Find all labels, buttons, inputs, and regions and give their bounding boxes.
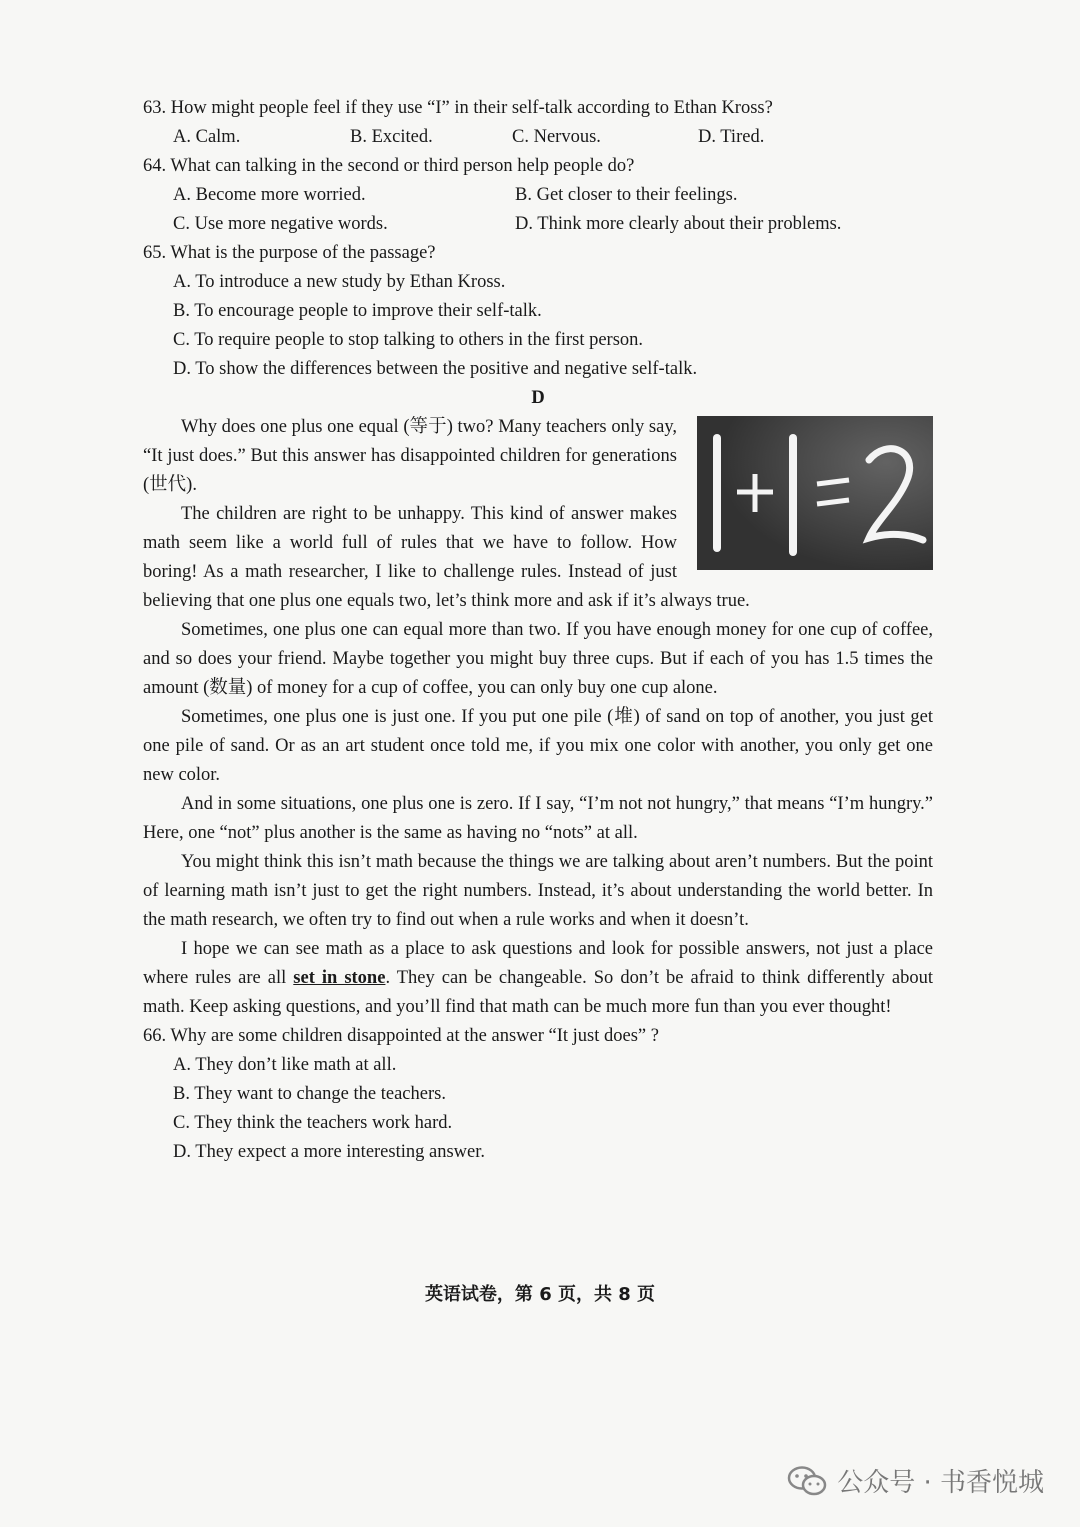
option-c: C. They think the teachers work hard. [173,1113,453,1133]
underlined-phrase: set in stone [293,968,386,988]
option-a: A. To introduce a new study by Ethan Kross. [173,272,506,292]
exam-page [143,94,933,1167]
question-66: 66. Why are some children disappointed at the answer “It just does” ? [143,1026,659,1046]
passage-paragraph-4: Sometimes, one plus one is just one. If you put one pile (堆) of sand on top of another, you just get one pile of sand. Or as an art student once told me, if you mix one color with another, you only get one new color. [143,707,933,785]
option-d: D. Tired. [698,127,765,147]
chalkboard-equation-graphic [697,416,933,570]
passage-paragraph-1: Why does one plus one equal (等于) two? Many teachers only say, “It just does.” But this answer has disappointed children for generations (世代). [143,417,677,495]
question-64-options-row1 [143,181,933,210]
option-b: B. They want to change the teachers. [173,1084,446,1104]
option-d: D. They expect a more interesting answer. [173,1142,485,1162]
question-65: 65. What is the purpose of the passage? [143,243,436,263]
question-64: 64. What can talking in the second or third person help people do? [143,156,635,176]
paragraph-7-text-end: . They can be changeable. So don’t be afraid to think differently about math. Keep asking questions, and you’ll find that math can be much more fun than you ever thought! [143,968,933,1017]
question-63: 63. How might people feel if they use “I” in their self-talk according to Ethan Kross? [143,98,773,118]
option-b: B. Get closer to their feelings. [515,185,738,205]
option-b: B. Excited. [350,127,433,147]
option-b: B. To encourage people to improve their self-talk. [173,301,542,321]
option-a: A. They don’t like math at all. [173,1055,397,1075]
option-a: A. Become more worried. [173,185,366,205]
option-d: D. Think more clearly about their problems. [515,214,842,234]
section-title: D [531,388,545,408]
watermark [787,1462,1044,1499]
wechat-icon [787,1465,827,1497]
passage-paragraph-2: The children are right to be unhappy. This kind of answer makes math seem like a world full of rules that we have to follow. How boring! As a math researcher, I like to challenge rules. Instead of just believing that one plus one equals two, let’s think more and ask if it’s always true. [143,504,750,611]
page-footer: 英语试卷，第 6 页，共 8 页 [424,1284,656,1305]
question-64-options-row2 [143,210,933,239]
option-a: A. Calm. [173,127,241,147]
option-d: D. To show the differences between the positive and negative self-talk. [173,359,698,379]
paragraph-7-text-start: I hope we can see math as a place to ask questions and look for possible answers, not just a place where rules are all [143,939,933,988]
watermark-text: 公众号 · 书香悦城 [837,1468,1044,1498]
option-c: C. To require people to stop talking to others in the first person. [173,330,644,350]
option-c: C. Nervous. [512,127,601,147]
passage-paragraph-5: And in some situations, one plus one is zero. If I say, “I’m not not hungry,” that means “I’m hungry.” Here, one “not” plus another is the same as having no “nots” at all. [143,794,933,843]
passage-paragraph-7 [143,935,933,1022]
question-63-options [143,123,933,152]
passage-paragraph-3: Sometimes, one plus one can equal more than two. If you have enough money for one cup of coffee, and so does your friend. Maybe together you might buy three cups. But if each of you has 1.5 times the amount (数量) of money for a cup of coffee, you can only buy one cup alone. [143,620,933,698]
chalkboard-image [697,416,933,570]
option-c: C. Use more negative words. [173,214,388,234]
passage-paragraph-6: You might think this isn’t math because the things we are talking about aren’t numbers. But the point of learning math isn’t just to get the right numbers. Instead, it’s about understanding the world better. In the math research, we often try to find out when a rule works and when it doesn’t. [143,852,933,930]
